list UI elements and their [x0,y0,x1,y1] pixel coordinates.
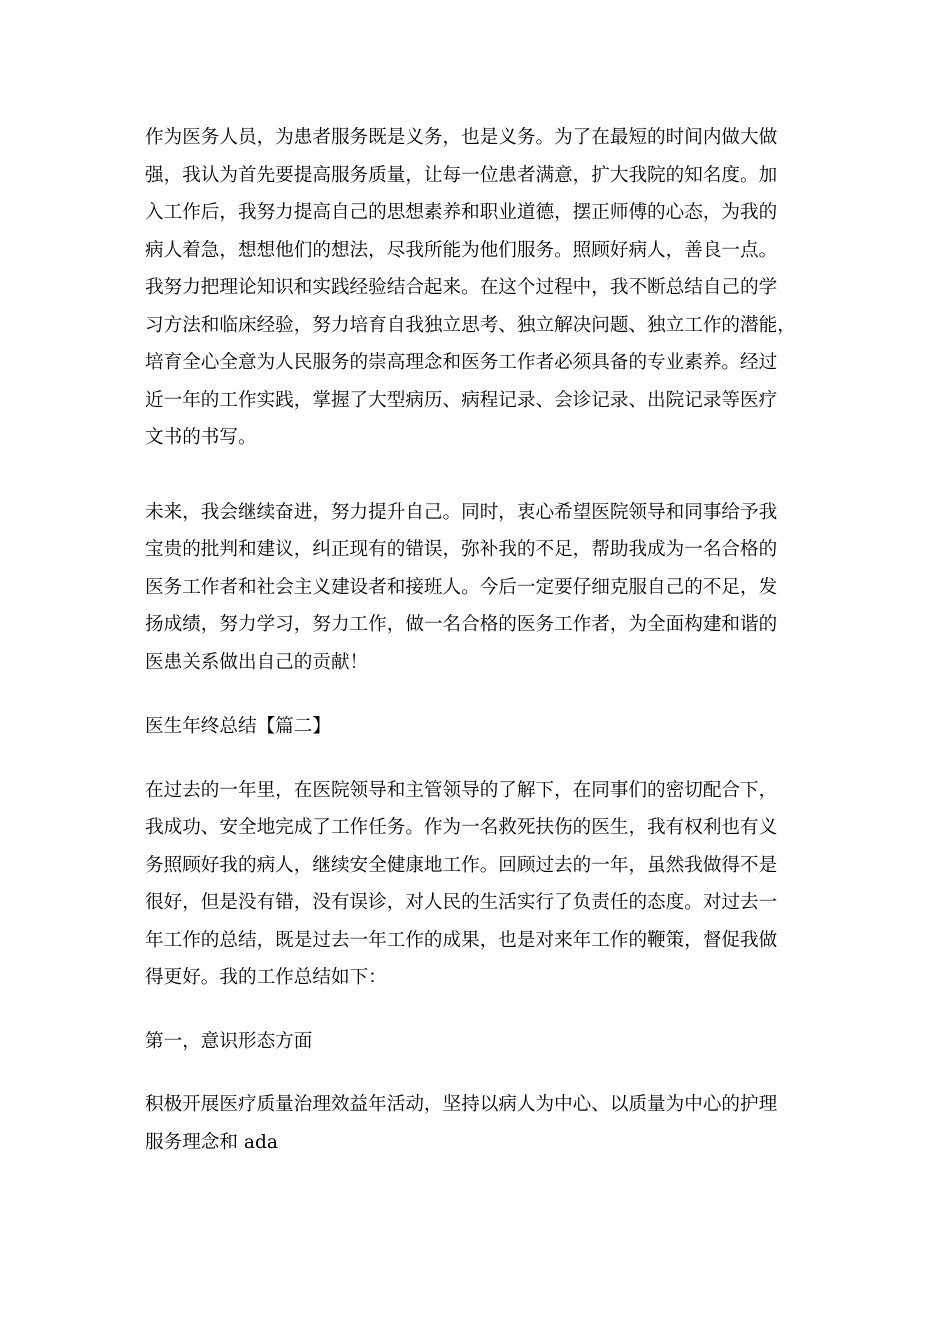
text-line: 服务理念和 ada [145,1131,278,1153]
section-heading [145,708,805,746]
text-line: 入工作后，我努力提高自己的思想素养和职业道德，摆正师傅的心态，为我的 [145,202,778,223]
paragraph-4 [145,1086,805,1161]
text-line: 未来，我会继续奋进，努力提升自己。同时，衷心希望医院领导和同事给予我 [145,501,778,523]
paragraph-3 [145,772,805,997]
text-line: 作为医务人员，为患者服务既是义务，也是义务。为了在最短的时间内做大做 [145,127,778,148]
text-line: 培育全心全意为人民服务的崇高理念和医务工作者必须具备的专业素养。经过 [145,352,778,373]
text-line: 病人着急，想想他们的想法，尽我所能为他们服务。照顾好病人，善良一点。 [145,239,778,261]
paragraph-1 [145,119,805,457]
text-line: 务照顾好我的病人，继续安全健康地工作。回顾过去的一年，虽然我做得不是 [145,854,778,876]
text-line: 在过去的一年里，在医院领导和主管领导的了解下，在同事们的密切配合下， [145,779,778,801]
text-line: 近一年的工作实践，掌握了大型病历、病程记录、会诊记录、出院记录等医疗 [145,389,778,411]
text-line: 我努力把理论知识和实践经验结合起来。在这个过程中，我不断总结自己的学 [145,277,778,298]
text-line: 强，我认为首先要提高服务质量，让每一位患者满意，扩大我院的知名度。加 [145,164,778,186]
text-line: 年工作的总结，既是过去一年工作的成果，也是对来年工作的鞭策，督促我做 [145,929,778,951]
heading-text: 医生年终总结【篇二】 [145,716,331,737]
text-line: 医患关系做出自己的贡献！ [145,651,369,673]
text-line: 宝贵的批判和建议，纠正现有的错误，弥补我的不足，帮助我成为一名合格的 [145,539,778,560]
text-line: 得更好。我的工作总结如下： [145,967,387,988]
text-line: 习方法和临床经验，努力培育自我独立思考、独立解决问题、独立工作的潜能， [145,314,796,336]
subsection-heading [145,1023,805,1061]
text-line: 医务工作者和社会主义建设者和接班人。今后一定要仔细克服自己的不足，发 [145,576,778,598]
paragraph-2 [145,494,805,682]
heading-text: 第一，意识形态方面 [145,1030,313,1052]
text-line: 积极开展医疗质量治理效益年活动，坚持以病人为中心、以质量为中心的护理 [145,1094,778,1115]
text-line: 我成功、安全地完成了工作任务。作为一名救死扶伤的医生，我有权利也有义 [145,817,778,838]
text-line: 扬成绩，努力学习，努力工作，做一名合格的医务工作者，为全面构建和谐的 [145,614,778,635]
text-line: 很好，但是没有错，没有误诊，对人民的生活实行了负责任的态度。对过去一 [145,892,778,913]
document-body [145,119,805,1161]
text-line: 文书的书写。 [145,427,257,448]
